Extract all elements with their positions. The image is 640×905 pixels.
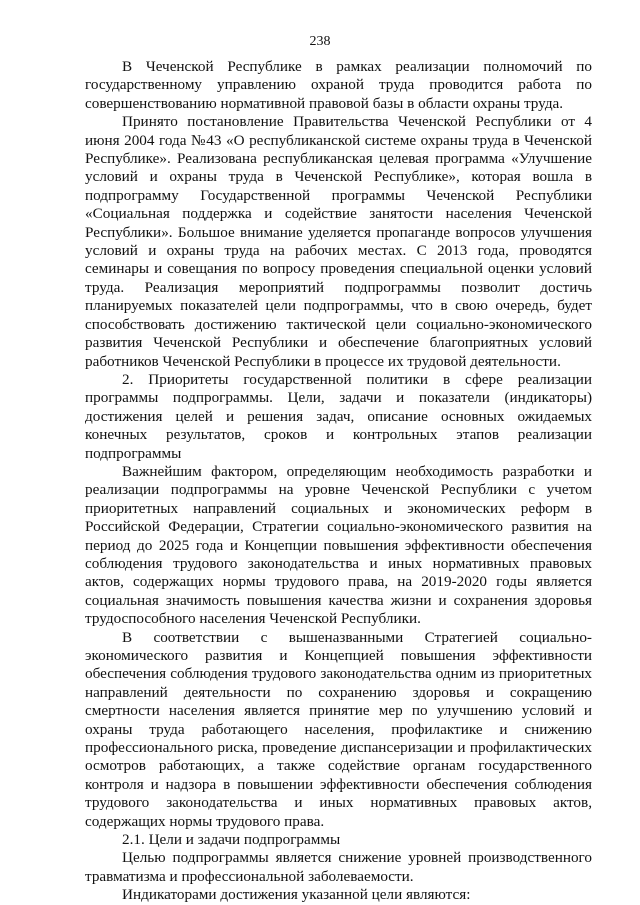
paragraph-resolution: Принято постановление Правительства Чеченской Республики от 4 июня 2004 года №43 «О республиканской системе охраны труда в Чеченской Республике». Реализована республиканская целевая программа «Улучшение условий и охраны труда в Чеченской Республике», которая вошла в подпрограмму Государственной программы Чеченской Республики «Социальная поддержка и содействие занятости населения Чеченской Республики». Большое внимание уделяется пропаганде вопросов улучшения условий и охраны труда на рабочих местах. С 2013 года, проводятся семинары и совещания по вопросу проведения специальной оценки условий труда. Реализация мероприятий подпрограммы позволит достичь планируемых показателей цели подпрограммы, что в свою очередь, будет способствовать достижению тактической цели социально-экономического развития Чеченской Республики и обеспечение благоприятных условий работников Чеченской Республики в процессе их трудовой деятельности. xyxy=(85,113,592,370)
subsection-heading-goals: 2.1. Цели и задачи подпрограммы xyxy=(122,831,341,849)
paragraph-goal: Целью подпрограммы является снижение уровней производственного травматизма и профессиональной заболеваемости. xyxy=(85,849,592,885)
paragraph-intro: В Чеченской Республике в рамках реализации полномочий по государственному управлению охраной труда проводится работа по совершенствованию нормативной правовой базы в области охраны труда. xyxy=(85,58,592,112)
paragraph-indicators: Индикаторами достижения указанной цели являются: xyxy=(122,886,471,904)
document-body xyxy=(85,58,592,905)
paragraph-key-factor: Важнейшим фактором, определяющим необходимость разработки и реализации подпрограммы на уровне Чеченской Республики с учетом приоритетных направлений социальных и экономических реформ в Российской Федерации, Стратегии социально-экономического развития на период до 2025 года и Концепции повышения эффективности обеспечения соблюдения трудового законодательства и иных нормативных правовых актов, содержащих нормы трудового права, на 2019-2020 годы является социальная значимость повышения качества жизни и сохранения здоровья трудоспособного населения Чеченской Республики. xyxy=(85,462,592,628)
section-heading-priorities: 2. Приоритеты государственной политики в сфере реализации программы подпрограммы. Цели, задачи и показатели (индикаторы) достижения целей и решения задач, описание основных ожидаемых конечных результатов, сроков и контрольных этапов реализации подпрограммы xyxy=(85,370,592,462)
paragraph-strategy: В соответствии с вышеназванными Стратегией социально-экономического развития и Концепцией повышения эффективности обеспечения соблюдения трудового законодательства одним из приоритетных направлений деятельности по сохранению здоровья и сокращению смертности населения является принятие мер по улучшению условий и охраны труда работающего населения, профилактике и снижению профессионального риска, проведение диспансеризации и профилактических осмотров работающих, а также содействие органам государственного контроля и надзора в повышении эффективности обеспечения соблюдения трудового законодательства и иных нормативных правовых актов, содержащих нормы трудового права. xyxy=(85,628,592,830)
page-number: 238 xyxy=(309,34,331,49)
